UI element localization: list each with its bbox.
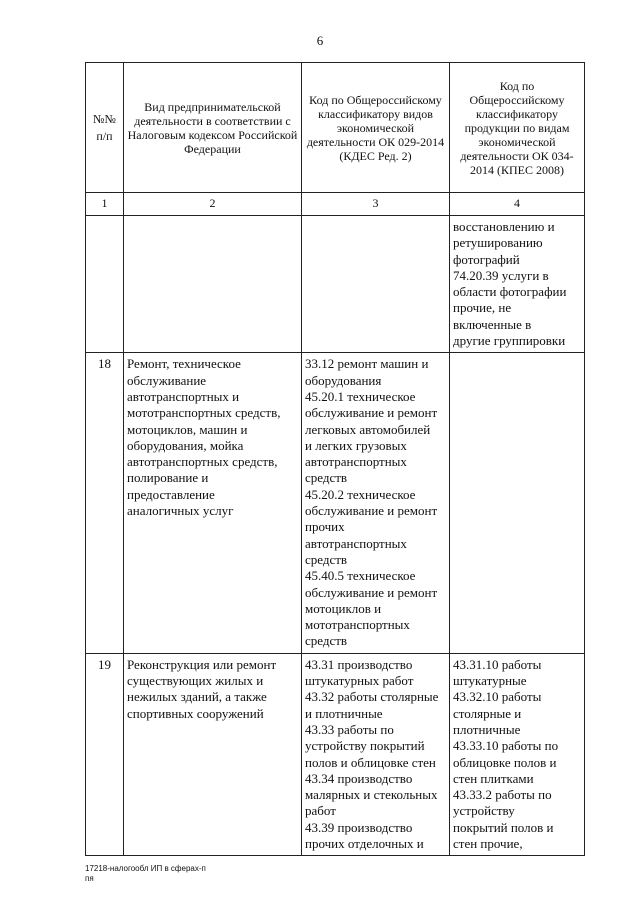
- header-okved: Код по Общероссийскому классификатору видов экономической деятельности ОК 029-2014 (КДЕС Ред. 2): [302, 63, 450, 193]
- column-number: 2: [124, 193, 302, 216]
- okved-cell: 33.12 ремонт машин и оборудования 45.20.1 техническое обслуживание и ремонт легковых автомобилей и легких грузовых автотранспортных средств 45.20.2 техническое обслуживание и ремонт прочих автотранспортных средств 45.40.5 техническое обслуживание и ремонт мотоциклов и мототранспортных средств: [302, 353, 450, 653]
- table-row: [86, 353, 585, 653]
- okved-cell: [302, 216, 450, 353]
- column-number: 4: [450, 193, 585, 216]
- footer-suffix: пя: [85, 874, 94, 883]
- activity-cell: [124, 216, 302, 353]
- row-number: 18: [86, 353, 124, 653]
- okpd-cell: [450, 353, 585, 653]
- row-number: 19: [86, 653, 124, 856]
- document-footer: [85, 864, 206, 884]
- column-number: 1: [86, 193, 124, 216]
- okpd-cell: восстановлению и ретушированию фотографий 74.20.39 услуги в области фотографии прочие, не включенные в другие группировки: [450, 216, 585, 353]
- row-number: [86, 216, 124, 353]
- table-row: [86, 216, 585, 353]
- column-number: 3: [302, 193, 450, 216]
- table-row: [86, 653, 585, 856]
- activity-cell: Реконструкция или ремонт существующих жилых и нежилых зданий, а также спортивных сооружений: [124, 653, 302, 856]
- page-number: 6: [316, 33, 324, 48]
- okved-cell: 43.31 производство штукатурных работ 43.32 работы столярные и плотничные 43.33 работы по устройству покрытий полов и облицовке стен 43.34 производство малярных и стекольных работ 43.39 производство прочих отделочных и: [302, 653, 450, 856]
- header-okpd: Код по Общероссийскому классификатору продукции по видам экономической деятельности ОК 034-2014 (КПЕС 2008): [450, 63, 585, 193]
- column-number-row: [86, 193, 585, 216]
- activity-table: [85, 62, 585, 856]
- okpd-cell: 43.31.10 работы штукатурные 43.32.10 работы столярные и плотничные 43.33.10 работы по облицовке полов и стен плитками 43.33.2 работы по устройству покрытий полов и стен прочие,: [450, 653, 585, 856]
- activity-cell: Ремонт, техническое обслуживание автотранспортных и мототранспортных средств, мотоциклов, машин и оборудования, мойка автотранспортных средств, полирование и предоставление аналогичных услуг: [124, 353, 302, 653]
- header-activity: Вид предпринимательской деятельности в соответствии с Налоговым кодексом Российской Федерации: [124, 63, 302, 193]
- header-num: №№ п/п: [86, 63, 124, 193]
- header-row: [86, 63, 585, 193]
- footer-file-name: 17218-налогообл ИП в сферах-п: [85, 864, 206, 873]
